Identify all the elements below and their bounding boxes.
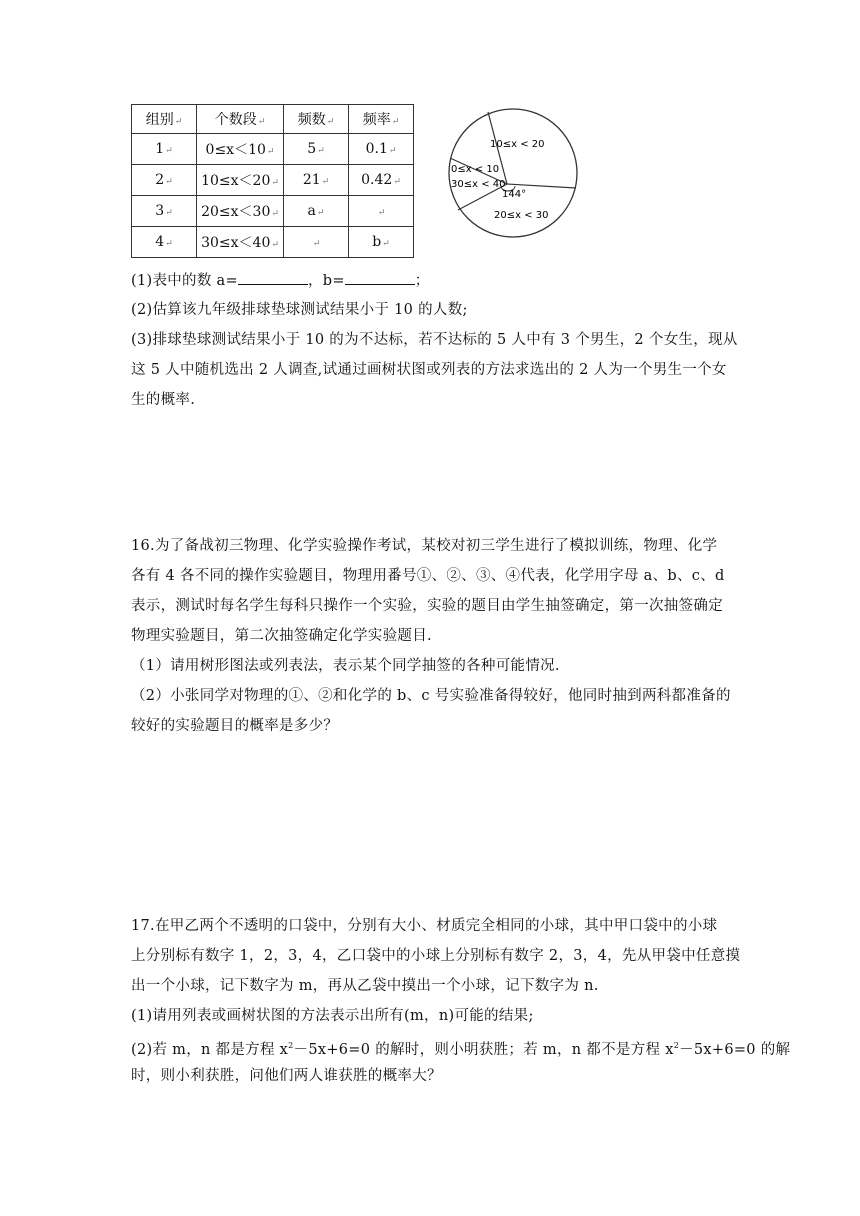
q17-part2-line2: 时，则小利获胜，问他们两人谁获胜的概率大？ <box>131 1068 442 1084</box>
q15-part3-line1: (3)排球垫球测试结果小于 10 的为不达标，若不达标的 5 人中有 3 个男生，2 个女生，现从 <box>131 332 738 348</box>
table-cell: 5↵ <box>284 134 349 165</box>
pie-label-20-30: 20≤x < 30 <box>494 210 549 221</box>
table-cell: 20≤x＜30↵ <box>197 196 284 227</box>
q15-part3-line2: 这 5 人中随机选出 2 人调查,试通过画树状图或列表的方法求选出的 2 人为一个男生一个女 <box>131 362 727 378</box>
header-cell: 个数段↵ <box>197 105 284 134</box>
q16-part1: （1）请用树形图法或列表法，表示某个同学抽签的各种可能情况. <box>131 658 560 674</box>
header-cell: 频数↵ <box>284 105 349 134</box>
header-cell: 频率↵ <box>349 105 414 134</box>
q17-part2-line1: (2)若 m，n 都是方程 $x^2-5x+6=0$ 的解时，则小明获胜；若 m，n 都不是方程 $x^2-5x+6=0$ 的解 <box>131 1041 791 1058</box>
pie-label-0-10: 0≤x < 10 <box>451 164 500 175</box>
table-cell: ↵ <box>349 196 414 227</box>
table-cell: 30≤x＜40↵ <box>197 227 284 258</box>
table-header-row <box>132 105 414 134</box>
q16-part2-line2: 较好的实验题目的概率是多少？ <box>131 718 339 734</box>
header-cell: 组别↵ <box>132 105 197 134</box>
q17-part1: (1)请用列表或画树状图的方法表示出所有(m，n)可能的结果; <box>131 1008 534 1024</box>
pie-angle-label: 144° <box>502 189 527 200</box>
q16-part2-line1: （2）小张同学对物理的①、②和化学的 b、c 号实验准备得较好，他同时抽到两科都准备的 <box>131 688 731 704</box>
table-row <box>132 134 414 165</box>
q16-line1: 16.为了备战初三物理、化学实验操作考试，某校对初三学生进行了模拟训练，物理、化学 <box>131 538 718 554</box>
table-cell: 10≤x＜20↵ <box>197 165 284 196</box>
q15-part3-line3: 生的概率. <box>131 392 196 408</box>
pie-label-10-20: 10≤x < 20 <box>490 139 545 150</box>
q16-line2: 各有 4 各不同的操作实验题目，物理用番号①、②、③、④代表，化学用字母 a、b、c、d <box>131 568 725 584</box>
q15-part1: (1)表中的数 a= ，b= ； <box>131 270 430 291</box>
table-cell: 3↵ <box>132 196 197 227</box>
table-row <box>132 165 414 196</box>
answer-blank-b <box>345 270 415 285</box>
table-row <box>132 227 414 258</box>
q17-line2: 上分别标有数字 1，2，3，4，乙口袋中的小球上分别标有数字 2，3，4，先从甲袋中任意摸 <box>131 948 741 964</box>
table-cell: ↵ <box>284 227 349 258</box>
q17-line1: 17.在甲乙两个不透明的口袋中，分别有大小、材质完全相同的小球，其中甲口袋中的小球 <box>131 918 718 934</box>
table-cell: 1↵ <box>132 134 197 165</box>
frequency-table <box>131 104 414 258</box>
table-cell: 2↵ <box>132 165 197 196</box>
table-cell: 0.1↵ <box>349 134 414 165</box>
table-cell: b↵ <box>349 227 414 258</box>
table-cell: a↵ <box>284 196 349 227</box>
table-cell: 21↵ <box>284 165 349 196</box>
pie-chart <box>446 100 580 246</box>
answer-blank-a <box>238 270 308 285</box>
table-row <box>132 196 414 227</box>
table-cell: 0.42↵ <box>349 165 414 196</box>
q16-line3: 表示，测试时每名学生每科只操作一个实验，实验的题目由学生抽签确定，第一次抽签确定 <box>131 598 723 614</box>
table-cell: 0≤x＜10↵ <box>197 134 284 165</box>
table-cell: 4↵ <box>132 227 197 258</box>
q15-part2: (2)估算该九年级排球垫球测试结果小于 10 的人数; <box>131 302 468 318</box>
q16-line4: 物理实验题目，第二次抽签确定化学实验题目. <box>131 628 432 644</box>
q17-line3: 出一个小球，记下数字为 m，再从乙袋中摸出一个小球，记下数字为 n. <box>131 978 599 994</box>
pie-label-30-40: 30≤x < 40 <box>451 179 506 190</box>
